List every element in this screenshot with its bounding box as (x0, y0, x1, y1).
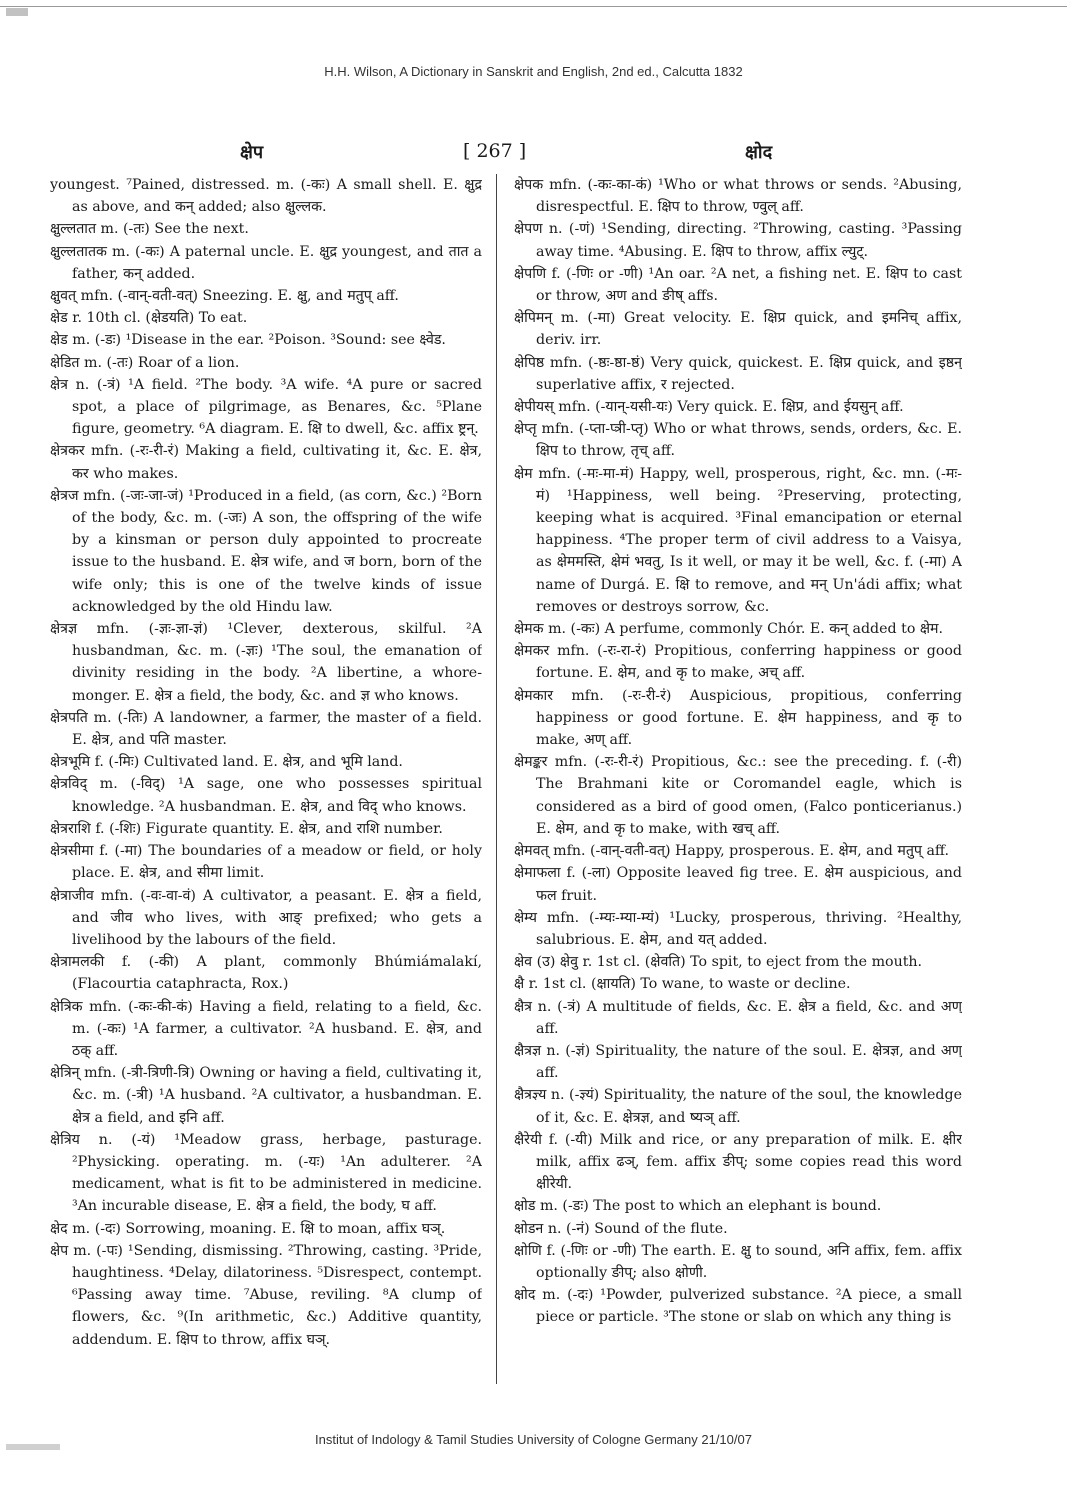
dictionary-entry: क्षैत्रज्ञ्य n. (-ज्ञ्यं) Spirituality, the nature of the soul, the knowledge of it, &c. E. क्षेत्रज्ञ, and ष्यञ् aff. (514, 1087, 962, 1126)
scan-smudge-bottom (6, 1444, 60, 1450)
scan-footer: Institut of Indology & Tamil Studies University of Cologne Germany 21/10/07 (315, 1432, 752, 1447)
dictionary-entry: क्षेत्रराशि f. (-शिः) Figurate quantity. E. क्षेत्र, and राशि number. (50, 820, 443, 837)
dictionary-entry: क्षेत्रिय n. (-यं) ¹Meadow grass, herbage, pasturage. ²Physicking. operating. m. (-यः) ¹An adulterer. ²A medicament, what is fit to be administered in medicine. ³An incurable disease, E. क्षेत्र a field, the body, घ aff. (50, 1131, 482, 1215)
column-divider (496, 174, 497, 1384)
dictionary-entry: क्षेम mfn. (-मः-मा-मं) Happy, well, prosperous, right, &c. mn. (-मः-मं) ¹Happiness, well being. ²Preserving, protecting, keeping what is acquired. ³Final emancipation or eternal happiness. ⁴The proper term of civil address to a Vaisya, as क्षेममस्ति, क्षेमं भवतु, Is it well, or may it be well, &c. f. (-मा) A name of Durgá. E. क्षि to remove, and मन् Un'ádi affix; what removes or destroys sorrow, &c. (514, 465, 962, 615)
dictionary-entry: क्षेत्रपति m. (-तिः) A landowner, a farmer, the master of a field. E. क्षेत्र, and पति master. (50, 709, 482, 749)
dictionary-entry: क्षेडित m. (-तः) Roar of a lion. (50, 354, 240, 371)
dictionary-entry: क्षेत्रकर mfn. (-रः-री-रं) Making a field, cultivating it, &c. E. क्षेत्र, कर who makes. (50, 443, 482, 482)
dictionary-entry: क्षुवत् mfn. (-वान्-वती-वत्) Sneezing. E. क्षु, and मतुप् aff. (50, 288, 399, 305)
dictionary-entry: क्षेम्य mfn. (-म्यः-म्या-म्यं) ¹Lucky, prosperous, thriving. ²Healthy, salubrious. E. क्षेम, and यत् added. (514, 909, 962, 948)
left-column (50, 174, 482, 1384)
dictionary-entry: क्षेत्रिन् mfn. (-त्री-त्रिणी-त्रि) Owning or having a field, cultivating it, &c. m. (-त्री) ¹A husband. ²A cultivator, a husbandman. E. क्षेत्र a field, and इनि aff. (50, 1065, 482, 1126)
dictionary-entry: क्षेपिष्ठ mfn. (-ष्ठः-ष्ठा-ष्ठं) Very quick, quickest. E. क्षिप्र quick, and इष्ठन् superlative affix, र rejected. (514, 354, 962, 393)
source-header: H.H. Wilson, A Dictionary in Sanskrit and English, 2nd ed., Calcutta 1832 (324, 64, 743, 79)
dictionary-entry: क्षेप m. (-पः) ¹Sending, dismissing. ²Throwing, casting. ³Pride, haughtiness. ⁴Delay, dilatoriness. ⁵Disrespect, contempt. ⁶Passing away time. ⁷Abuse, reviling. ⁸A clump of flowers, &c. ⁹(In arithmetic, &c.) Additive quantity, addendum. E. क्षिप to throw, affix घञ्. (50, 1242, 482, 1348)
dictionary-entry: क्षेमकार mfn. (-रः-री-रं) Auspicious, propitious, conferring happiness or good fortune. E. क्षेम happiness, and कृ to make, अण् aff. (514, 687, 962, 749)
dictionary-entry: क्षोडन n. (-नं) Sound of the flute. (514, 1220, 728, 1237)
dictionary-entry: क्षेपक mfn. (-कः-का-कं) ¹Who or what throws or sends. ²Abusing, disrespectful. E. क्षिप to throw, ण्वुल् aff. (514, 177, 962, 216)
scan-top-edge (0, 6, 1067, 7)
running-head-right: क्षोद (745, 142, 773, 163)
dictionary-entry: क्षेपिमन् m. (-मा) Great velocity. E. क्षिप्र quick, and इमनिच् affix, deriv. irr. (514, 310, 962, 349)
dictionary-entry: क्षेत्रिक mfn. (-कः-की-कं) Having a field, relating to a field, &c. m. (-कः) ¹A farmer, a cultivator. ²A husband. E. क्षेत्र, and ठक् aff. (50, 998, 482, 1059)
dictionary-entry: क्षेमवत् mfn. (-वान्-वती-वत्) Happy, prosperous. E. क्षेम, and मतुप् aff. (514, 843, 950, 860)
dictionary-entry: क्षेत्राजीव mfn. (-वः-वा-वं) A cultivator, a peasant. E. क्षेत्र a field, and जीव who lives, with आङ् prefixed; who gets a livelihood by the labours of the field. (50, 887, 482, 948)
dictionary-entry: क्षेमक m. (-कः) A perfume, commonly Chór. E. कन् added to क्षेम. (514, 621, 944, 638)
dictionary-entry: क्षेत्रविद् m. (-विद्) ¹A sage, one who possesses spiritual knowledge. ²A husbandman. E. क्षेत्र, and विद् who knows. (50, 776, 482, 815)
running-head-left: क्षेप (240, 142, 264, 163)
dictionary-entry: क्षेत्र n. (-त्रं) ¹A field. ²The body. ³A wife. ⁴A pure or sacred spot, a place of pilgrimage, as Benares, &c. ⁵Plane figure, geometry. ⁶A diagram. E. क्षि to dwell, &c. affix ष्ट्रन्. (50, 376, 482, 438)
page-number: [ 267 ] (463, 140, 527, 162)
dictionary-entry: क्षेत्रसीमा f. (-मा) The boundaries of a meadow or field, or holy place. E. क्षेत्र, and सीमा limit. (50, 843, 482, 882)
dictionary-entry: क्षेत्रभूमि f. (-मिः) Cultivated land. E. क्षेत्र, and भूमि land. (50, 754, 403, 771)
right-column (514, 174, 962, 1384)
dictionary-entry: क्षेड r. 10th cl. (क्षेडयति) To eat. (50, 310, 248, 327)
dictionary-entry: क्षेमकर mfn. (-रः-रा-रं) Propitious, conferring happiness or good fortune. E. क्षेम, and कृ to make, अच् aff. (514, 643, 962, 682)
dictionary-entry: क्षुल्लतात m. (-तः) See the next. (50, 221, 249, 238)
dictionary-entry: क्षै r. 1st cl. (क्षायति) To wane, to waste or decline. (514, 976, 851, 993)
dictionary-entry: क्षेत्रज्ञ mfn. (-ज्ञः-ज्ञा-ज्ञं) ¹Clever, dexterous, skilful. ²A husbandman, &c. m. (-ज्ञः) ¹The soul, the emanation of divinity residing in the body. ²A libertine, a whore-monger. E. क्षेत्र a field, the body, &c. and ज्ञ who knows. (50, 621, 482, 704)
dictionary-entry: क्षैरेयी f. (-यी) Milk and rice, or any preparation of milk. E. क्षीर milk, affix ढञ्, fem. affix ङीप्; some copies read this word क्षीरेयी. (514, 1131, 962, 1193)
dictionary-entry: क्षेत्रामलकी f. (-की) A plant, commonly Bhúmiámalakí, (Flacourtia cataphracta, Rox.) (50, 954, 482, 993)
dictionary-entry: क्षेड m. (-डः) ¹Disease in the ear. ²Poison. ³Sound: see क्ष्वेड. (50, 332, 446, 349)
dictionary-entry: क्षोड m. (-डः) The post to which an elephant is bound. (514, 1198, 882, 1215)
dictionary-entry: क्षैत्र n. (-त्रं) A multitude of fields, &c. E. क्षेत्र a field, &c. and अण् aff. (514, 998, 962, 1037)
dictionary-entry: क्षेपण n. (-णं) ¹Sending, directing. ²Throwing, casting. ³Passing away time. ⁴Abusing. E. क्षिप to throw, affix ल्युट्. (514, 221, 962, 260)
dictionary-entry: क्षेमाफला f. (-ला) Opposite leaved fig tree. E. क्षेम auspicious, and फल fruit. (514, 865, 962, 904)
dictionary-entry: youngest. ⁷Pained, distressed. m. (-कः) A small shell. E. क्षुद्र as above, and कन् added; also क्षुल्लक. (50, 177, 482, 216)
dictionary-entry: क्षेव (उ) क्षेवु r. 1st cl. (क्षेवति) To spit, to eject from the mouth. (514, 954, 923, 971)
dictionary-entry: क्षेपणि f. (-णिः or -णी) ¹An oar. ²A net, a fishing net. E. क्षिप to cast or throw, अण and ङीष् affs. (514, 265, 962, 305)
dictionary-entry: क्षेमङ्कर mfn. (-रः-री-रं) Propitious, &c.: see the preceding. f. (-री) The Brahmani kite or Coromandel eagle, which is considered as a bird of good omen, (Falco ponticerianus.) E. क्षेम, and कृ to make, with खच् aff. (514, 754, 962, 837)
dictionary-entry: क्षेत्रज mfn. (-जः-जा-जं) ¹Produced in a field, (as corn, &c.) ²Born of the body, &c. m. (-जः) A son, the offspring of the wife by a kinsman or person duly appointed to procreate issue to the husband. E. क्षेत्र wife, and ज born, born of the wife only; this is one of the twelve kinds of issue acknowledged by the old Hindu law. (50, 487, 482, 615)
scan-smudge (6, 8, 28, 16)
dictionary-entry: क्षुल्लतातक m. (-कः) A paternal uncle. E. क्षुद्र youngest, and तात a father, कन् added. (50, 243, 482, 282)
dictionary-entry: क्षैत्रज्ञ n. (-ज्ञं) Spirituality, the nature of the soul. E. क्षेत्रज्ञ, and अण् aff. (514, 1042, 962, 1082)
dictionary-entry: क्षेद m. (-दः) Sorrowing, moaning. E. क्षि to moan, affix घञ्. (50, 1220, 446, 1237)
dictionary-entry: क्षेप्तृ mfn. (-प्ता-प्त्री-प्तृ) Who or what throws, sends, orders, &c. E. क्षिप to throw, तृच् aff. (514, 421, 962, 460)
dictionary-entry: क्षेपीयस् mfn. (-यान्-यसी-यः) Very quick. E. क्षिप्र, and ईयसुन् aff. (514, 399, 904, 416)
dictionary-entry: क्षोणि f. (-णिः or -णी) The earth. E. क्षु to sound, अनि affix, fem. affix optionally ङीप्; also क्षोणी. (514, 1242, 962, 1281)
dictionary-entry: क्षोद m. (-दः) ¹Powder, pulverized substance. ²A piece, a small piece or particle. ³The stone or slab on which any thing is (514, 1287, 962, 1326)
